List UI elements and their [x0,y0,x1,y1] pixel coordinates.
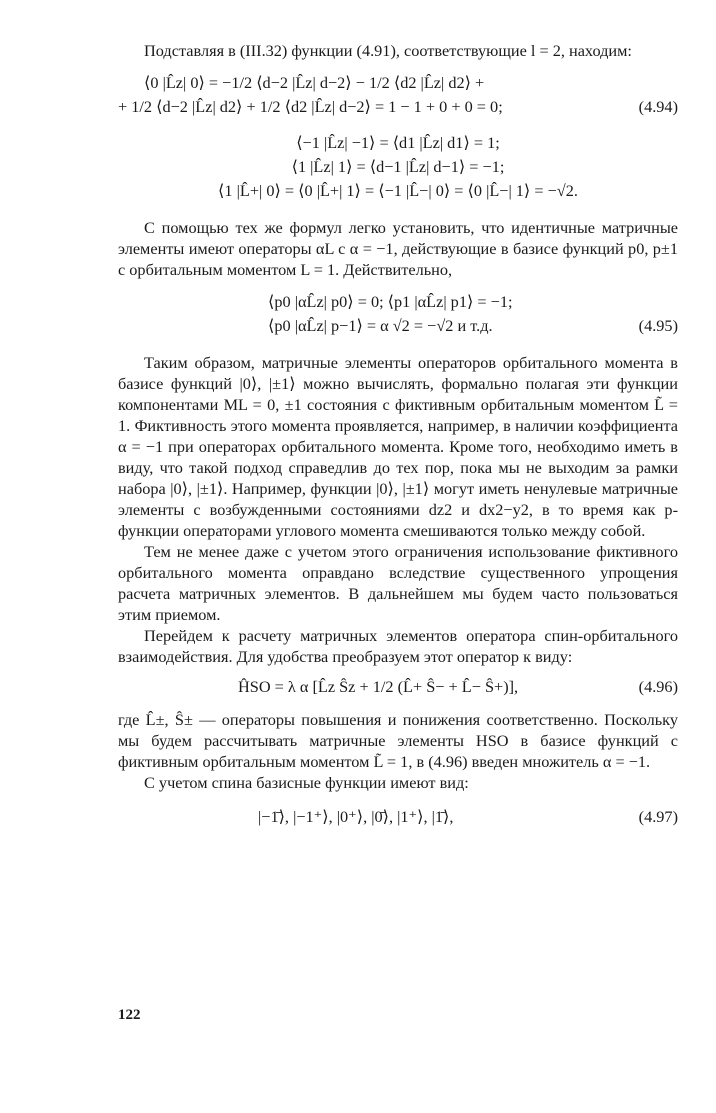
equation-number-4-94: (4.94) [638,97,678,116]
equation-4-97 [118,805,678,829]
equation-4-96-text: ĤSO = λ α [L̂z Ŝz + 1/2 (L̂+ Ŝ− + L̂− Ŝ+)], [238,677,519,696]
equation-4-96 [118,675,678,699]
equation-4-94-line-4: ⟨1 |L̂z| 1⟩ = ⟨d−1 |L̂z| d−1⟩ = −1; [291,157,505,176]
equation-4-94-line-3: ⟨−1 |L̂z| −1⟩ = ⟨d1 |L̂z| d1⟩ = 1; [296,133,500,152]
paragraph-fictitious-moment: Таким образом, матричные элементы операторов орбитального момента в базисе функций |0⟩, |±1⟩ можно вычислять, формально полагая эти функции компонентами ML = 0, ±1 состояния с фиктивным орбитальным моментом L̃ = 1. Фиктивность этого момента проявляется, например, в наличии коэффициента α = −1 при операторах орбитального момента. Кроме того, необходимо иметь в виду, что такой подход справедлив до тех пор, пока мы не выходим за рамки набора |0⟩, |±1⟩. Например, функции |0⟩, |±1⟩ могут иметь ненулевые матричные элементы с возбужденными состояниями dz2 и dx2−y2, в то время как p-функции операторами углового момента смешиваются только между собой. [118,353,678,540]
equation-4-95 [118,290,678,338]
equation-4-96-line-1 [118,675,678,699]
equation-4-94-line-5: ⟨1 |L̂+| 0⟩ = ⟨0 |L̂+| 1⟩ = ⟨−1 |L̂−| 0⟩ = ⟨0 |L̂−| 1⟩ = −√2. [218,181,578,200]
paragraph-identical-elements: С помощью тех же формул легко установить, что идентичные матричные элементы имеют операторы αL с α = −1, действующие в базисе функций p0, p±1 с орбитальным моментом L = 1. Действительно, [118,218,678,279]
equation-4-95-line-1: ⟨p0 |αL̂z| p0⟩ = 0; ⟨p1 |αL̂z| p1⟩ = −1; [268,292,513,311]
equation-number-4-96: (4.96) [638,677,678,696]
paragraph-intro: Подставляя в (III.32) функции (4.91), соответствующие l = 2, находим: [144,41,632,60]
paragraph-basis-functions: С учетом спина базисные функции имеют вид: [144,773,469,792]
equation-number-4-97: (4.97) [638,807,678,826]
equation-4-97-text: |−1̄⟩, |−1⁺⟩, |0⁺⟩, |0̄⟩, |1⁺⟩, |1̄⟩, [258,807,454,826]
paragraph-justification: Тем не менее даже с учетом этого ограничения использование фиктивного орбитального момента оправдано вследствие существенного упрощения расчета матричных элементов. В дальнейшем мы будем часто пользоваться этим приемом. [118,542,678,624]
equation-4-94-line-2-text: + 1/2 ⟨d−2 |L̂z| d2⟩ + 1/2 ⟨d2 |L̂z| d−2⟩ = 1 − 1 + 0 + 0 = 0; [118,97,503,116]
equation-4-97-line-1 [118,805,678,829]
equation-4-94-line-2 [118,95,678,119]
equation-number-4-95: (4.95) [638,316,678,335]
equation-4-94-line-1: ⟨0 |L̂z| 0⟩ = −1/2 ⟨d−2 |L̂z| d−2⟩ − 1/2 ⟨d2 |L̂z| d2⟩ + [144,73,485,92]
page-content [118,40,678,829]
equation-4-95-line-2 [118,314,678,338]
page-number: 122 [118,1007,141,1023]
equation-4-95-line-2-text: ⟨p0 |αL̂z| p−1⟩ = α √2 = −√2 и т.д. [268,316,493,335]
equation-4-94 [118,71,678,203]
paragraph-raising-lowering: где L̂±, Ŝ± — операторы повышения и понижения соответственно. Поскольку мы будем рассчитывать матричные элементы HSO в базисе функций с фиктивным орбитальным моментом L̃ = 1, в (4.96) введен множитель α = −1. [118,710,678,771]
paragraph-spin-orbit: Перейдем к расчету матричных элементов оператора спин-орбитального взаимодействия. Для удобства преобразуем этот оператор к виду: [118,626,678,666]
